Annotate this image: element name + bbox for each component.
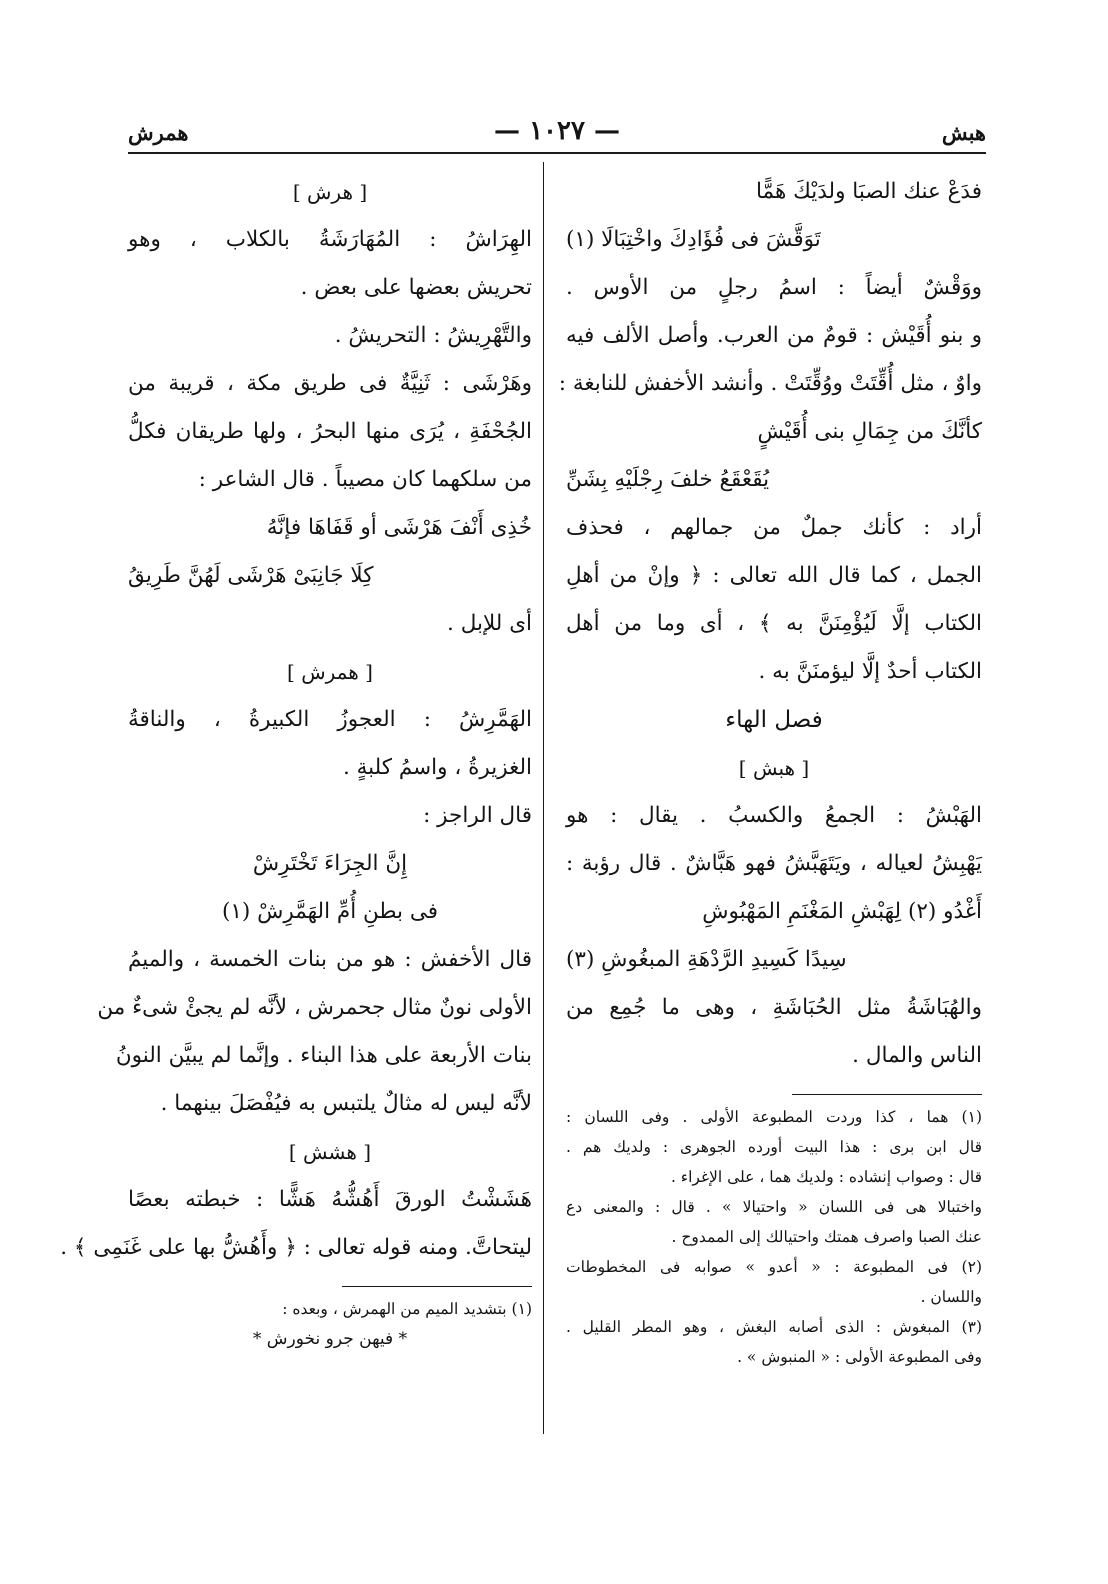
verse-line: كأنَّكَ من جِمَالِ بنى أُقَيْشٍ: [757, 419, 982, 444]
text-line: قال الأخفش : هو من بنات الخمسة ، والميمُ: [128, 947, 532, 972]
text-line: الهَمَّرِشُ : العجوزُ الكبيرةُ ، والناقةُ: [128, 707, 532, 732]
footnote-line: قال ابن برى : هذا البيت أورده الجوهرى : ولديك هم .: [566, 1138, 982, 1156]
text-line: تحريش بعضها على بعض .: [300, 275, 532, 300]
column-divider: [543, 162, 544, 1434]
verse-line: فى بطنِ أُمِّ الهَمَّرِشْ (١): [221, 899, 439, 924]
text-line: والتَّهْرِيشُ : التحريشُ .: [334, 323, 532, 348]
text-line: الكتاب أحدٌ إلَّا ليؤمنَنَّ به .: [758, 659, 982, 684]
section-title: فصل الهاء: [725, 707, 823, 733]
header-root-word-left: همرش: [128, 120, 189, 145]
entry-heading: [ هبش ]: [738, 756, 810, 780]
text-line: الكتاب إلَّا لَيُؤْمِنَنَّ به ﴾ ، أى وما من أهل: [566, 611, 982, 636]
footnote-line: عنك الصبا واصرف همتك واحتيالك إلى الممدوح .: [671, 1228, 982, 1246]
text-line: الهَبْشُ : الجمعُ والكسبُ . يقال : هو: [566, 803, 982, 828]
footnote-rule: [792, 1094, 982, 1096]
verse-line: إِنَّ الجِرَاءَ تَخْتَرِشْ: [252, 851, 408, 876]
footnote-line: (١) هما ، كذا وردت المطبوعة الأولى . وفى اللسان :: [566, 1108, 982, 1126]
entry-heading: [ هشش ]: [288, 1140, 372, 1164]
text-line: قال الراجز :: [423, 803, 532, 828]
verse-line: كِلَا جَانِبَىْ هَرْشَى لَهُنَّ طَرِيقُ: [128, 563, 374, 588]
verse-line: أَغْدُو (٢) لِهَبْشِ المَغْنَمِ المَهْبُوشِ: [702, 899, 982, 924]
header-root-word-right: هبش: [941, 120, 986, 145]
text-line: ووَقْشٌ أيضاً : اسمُ رجلٍ من الأوس .: [566, 275, 982, 300]
footnote-rule: [342, 1286, 532, 1288]
footnote-line: واختبالا هى فى اللسان « واحتيالا » . قال : والمعنى دع: [566, 1198, 982, 1216]
text-line: الجمل ، كما قال الله تعالى : ﴿ وإنْ من أهلِ: [566, 563, 982, 588]
text-line: أراد : كأنك جملٌ من جمالهم ، فحذف: [566, 515, 982, 540]
text-line: من سلكهما كان مصيباً . قال الشاعر :: [198, 467, 532, 492]
text-line: والهُبَاشَةُ مثل الحُبَاشَةِ ، وهى ما جُمِع من: [566, 995, 982, 1020]
text-line: واوٌ ، مثل أُقِّتَتْ ووُقِّتَتْ . وأنشد الأخفش للنابغة :: [558, 371, 982, 396]
entry-heading: [ هرش ]: [292, 180, 368, 204]
entry-heading: [ همرش ]: [287, 660, 373, 684]
footnote-line: وفى المطبوعة الأولى : « المنبوش » .: [737, 1348, 982, 1366]
right-column: [558, 168, 982, 1372]
text-line: الهِرَاشُ : المُهَارَشَةُ بالكلاب ، وهو: [128, 227, 532, 252]
text-line: الغزيرةُ ، واسمُ كلبةٍ .: [342, 755, 532, 780]
verse-line: خُذِى أَنْفَ هَرْشَى أو قَفَاهَا فإنَّهُ: [266, 515, 532, 540]
verse-line: تَوَقَّشَ فى فُؤَادِكَ واخْتِبَالَا (١): [566, 227, 821, 252]
verse-line: فدَعْ عنك الصبَا ولدَيْكَ هَمًّا: [755, 179, 982, 204]
footnote-line: * فيهن جرو نخورش *: [252, 1329, 408, 1349]
footnote-line: (٣) المبغوش : الذى أصابه البغش ، وهو المطر القليل .: [566, 1318, 982, 1336]
text-line: الجُحْفَةِ ، يُرَى منها البحرُ ، ولها طريقان فكلُّ: [128, 419, 532, 444]
text-line: ليتحاتَّ. ومنه قوله تعالى : ﴿ وأَهُشُّ بها على غَنَمِى ﴾ .: [60, 1235, 532, 1260]
text-line: بنات الأربعة على هذا البناء . وإنَّما لم يبيَّن النونُ: [115, 1043, 532, 1068]
left-column: [60, 168, 532, 1354]
text-line: لأنَّه ليس له مثالٌ يلتبس به فيُفْصَلَ بينهما .: [160, 1091, 532, 1116]
footnote-line: (٢) فى المطبوعة : « أعدو » صوابه فى المخطوطات: [566, 1258, 982, 1276]
text-line: يَهْبِشُ لعياله ، ويَتَهَبَّشُ فهو هَبَّاشٌ . قال رؤبة :: [566, 851, 982, 876]
text-line: و بنو أُقَيْش : قومٌ من العرب. وأصل الألف فيه: [566, 323, 982, 348]
page-header: [128, 116, 986, 152]
footnote-line: واللسان .: [920, 1288, 982, 1306]
footnote-line: (١) بتشديد الميم من الهمرش ، وبعده :: [282, 1300, 532, 1318]
footnote-line: قال : وصواب إنشاده : ولديك هما ، على الإغراء .: [670, 1168, 982, 1186]
text-line: وهَرْشَى : ثَنِيَّةٌ فى طريق مكة ، قريبة من: [128, 371, 532, 396]
verse-line: سِيدًا كَسِيدِ الرَّدْهَةِ المبغُوشِ (٣): [566, 947, 847, 972]
verse-line: يُقَعْقَعُ خلفَ رِجْلَيْهِ بِشَنِّ: [566, 467, 770, 492]
text-line: الناس والمال .: [852, 1043, 982, 1068]
text-line: أى للإبل .: [447, 611, 532, 636]
text-line: الأولى نونٌ مثال جحمرش ، لأنَّه لم يجئْ شىءٌ من: [97, 995, 532, 1020]
text-line: هَشَشْتُ الورقَ أَهُشُّهُ هَشًّا : خبطته بعصًا: [128, 1187, 532, 1212]
header-rule: [128, 152, 986, 154]
page-number: — ١٠٢٧ —: [494, 116, 620, 146]
